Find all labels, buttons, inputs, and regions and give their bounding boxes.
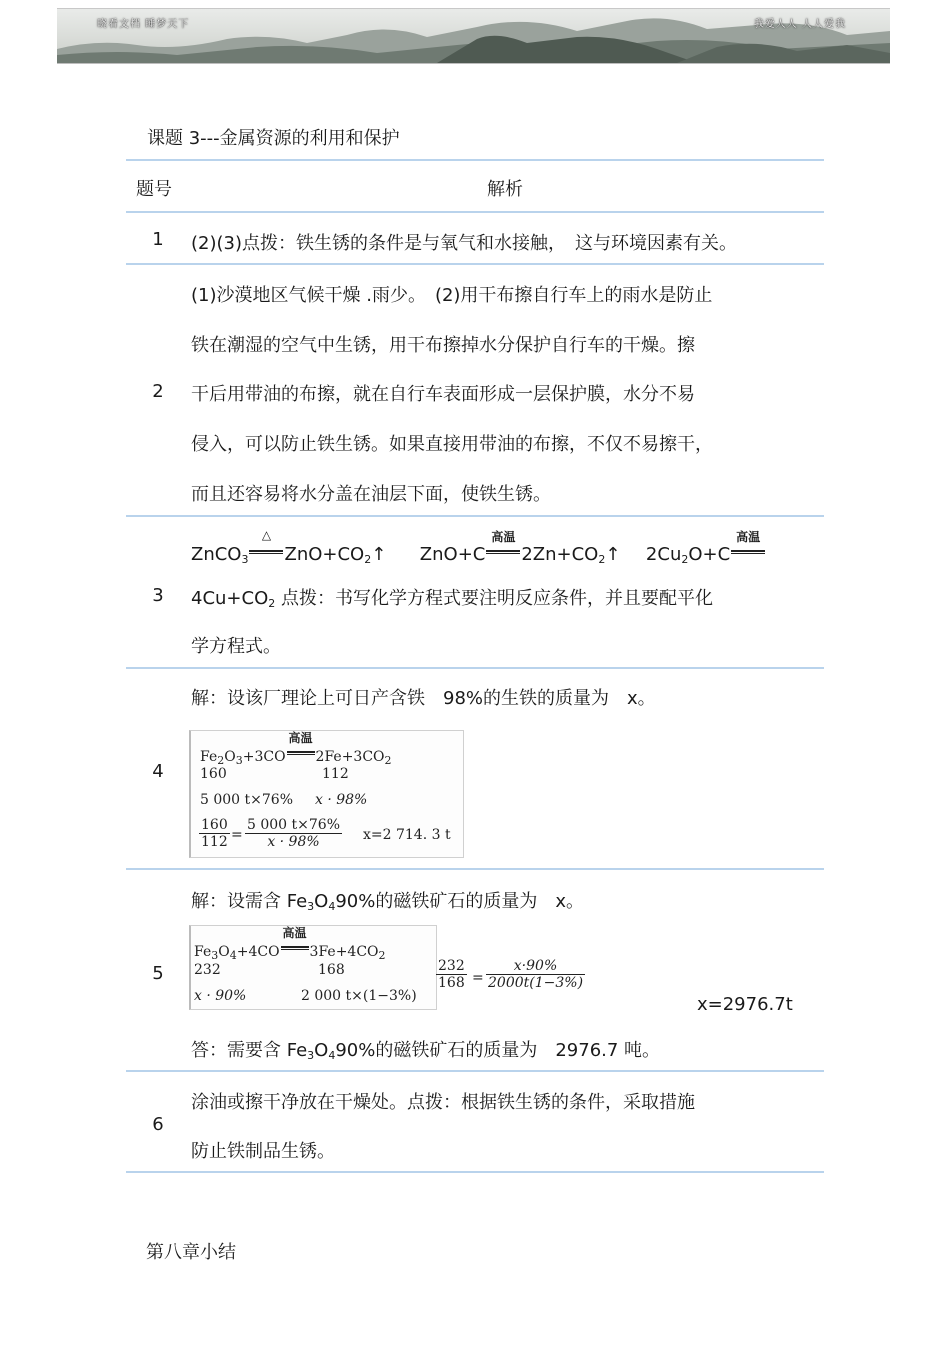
table-top-rule bbox=[126, 159, 824, 161]
mass-value: 168 bbox=[318, 962, 345, 978]
row-divider bbox=[126, 868, 824, 870]
header-banner bbox=[57, 8, 890, 64]
row-2-line: 侵入，可以防止铁生锈。如果直接用带油的布擦，不仅不易擦干， bbox=[191, 434, 713, 455]
row-5-equation-image bbox=[189, 925, 437, 1010]
formula: 4Cu+CO bbox=[191, 588, 269, 609]
equals-sign: = bbox=[231, 827, 243, 843]
row-2-line: 干后用带油的布擦，就在自行车表面形成一层保护膜，水分不易 bbox=[191, 384, 695, 405]
row-5-result: x=2976.7t bbox=[697, 994, 793, 1015]
row-2-line: 铁在潮湿的空气中生锈，用干布擦掉水分保护自行车的干燥。擦 bbox=[191, 335, 695, 356]
formula: ZnO+CO bbox=[284, 544, 365, 565]
mass-value: 232 bbox=[194, 962, 221, 978]
fraction: $\frac{x\cdot 90\%}{2000t(1-3\%)}$ bbox=[488, 958, 584, 991]
formula: 2Zn+CO bbox=[521, 544, 599, 565]
table-bottom-rule bbox=[126, 1171, 824, 1173]
subscript: 3 bbox=[241, 553, 249, 566]
subscript: 2 bbox=[268, 597, 276, 610]
high-temp-label: 高温 bbox=[491, 530, 516, 544]
subscript: 2 bbox=[681, 553, 689, 566]
row-number-2: 2 bbox=[152, 381, 164, 402]
row-4-intro: 解：设该厂理论上可日产含铁 98%的生铁的质量为 x。 bbox=[191, 688, 656, 709]
formula: O+C bbox=[688, 544, 731, 565]
fraction: $\frac{5 000 t\times 76\%}{x \cdot 98\%}$ bbox=[247, 817, 341, 850]
formula: ZnO+C bbox=[419, 544, 486, 565]
high-temp-label: 高温 bbox=[736, 530, 761, 544]
row-divider bbox=[126, 263, 824, 265]
mass-value: 112 bbox=[322, 766, 349, 782]
row-1-text: (2)(3)点拨：铁生锈的条件是与氧气和水接触， 这与环境因素有关。 bbox=[191, 233, 737, 254]
equation: $Fe_2O_3+3CO$ 高温 $2Fe+3CO_2$ bbox=[200, 731, 392, 767]
row-6-line: 防止铁制品生锈。 bbox=[191, 1141, 335, 1162]
gas-arrow: ↑ bbox=[605, 544, 621, 565]
delta-symbol: △ bbox=[261, 528, 272, 542]
quantity-value: x · 90% bbox=[194, 988, 247, 1004]
subscript: 2 bbox=[598, 553, 606, 566]
lesson-title: 课题 3---金属资源的利用和保护 bbox=[147, 128, 400, 149]
equals-sign: = bbox=[472, 970, 484, 986]
row-number-5: 5 bbox=[152, 963, 164, 984]
reaction-condition bbox=[485, 530, 521, 562]
reaction-condition bbox=[248, 528, 284, 562]
subscript: 2 bbox=[364, 553, 372, 566]
fraction: $\frac{160}{112}$ bbox=[201, 817, 228, 850]
row-number-3: 3 bbox=[152, 585, 164, 606]
quantity-value: 2 000 t×(1−3%) bbox=[301, 988, 417, 1004]
row-divider bbox=[126, 1070, 824, 1072]
formula: ZnCO bbox=[191, 544, 242, 565]
mass-value: 160 bbox=[200, 766, 227, 782]
banner-left-slogan: 晓看文档 睡梦天下 bbox=[97, 19, 190, 30]
quantity-value: 5 000 t×76% bbox=[200, 792, 294, 808]
reaction-condition: 高温 bbox=[280, 934, 310, 958]
reaction-condition bbox=[730, 530, 766, 562]
quantity-value: x · 98% bbox=[315, 792, 368, 808]
gas-arrow: ↑ bbox=[371, 544, 387, 565]
row-divider bbox=[126, 667, 824, 669]
table-header-rule bbox=[126, 211, 824, 213]
banner-right-slogan: 我爱人人 人人爱我 bbox=[753, 19, 846, 30]
row-5-proportion-image bbox=[436, 958, 601, 1008]
row-3-line-2 bbox=[191, 584, 713, 610]
row-5-intro: 解：设需含 $Fe_3O_490\%$的磁铁矿石的质量为 x。 bbox=[191, 891, 585, 913]
row-divider bbox=[126, 515, 824, 517]
tip-text: 点拨：书写化学方程式要注明反应条件，并且要配平化 bbox=[275, 588, 713, 609]
equation: $Fe_3O_4+4CO$ 高温 $3Fe+4CO_2$ bbox=[194, 926, 386, 962]
row-3-equations bbox=[191, 528, 766, 566]
row-number-1: 1 bbox=[152, 229, 164, 250]
formula: 2Cu bbox=[645, 544, 682, 565]
result: x=2 714. 3 t bbox=[363, 827, 451, 843]
row-2-line: 而且还容易将水分盖在油层下面，使铁生锈。 bbox=[191, 484, 551, 505]
row-3-line-3: 学方程式。 bbox=[191, 636, 281, 657]
row-number-4: 4 bbox=[152, 761, 164, 782]
reaction-condition: 高温 bbox=[286, 739, 316, 763]
row-2-line: (1)沙漠地区气候干燥 .雨少。 (2)用干布擦自行车上的雨水是防止 bbox=[191, 285, 713, 306]
header-analysis: 解析 bbox=[487, 179, 523, 200]
row-4-calculation-image bbox=[189, 730, 464, 858]
row-number-6: 6 bbox=[152, 1114, 164, 1135]
header-number: 题号 bbox=[136, 179, 172, 200]
section-title: 第八章小结 bbox=[146, 1242, 236, 1263]
row-6-line: 涂油或擦干净放在干燥处。点拨：根据铁生锈的条件，采取措施 bbox=[191, 1092, 695, 1113]
fraction: $\frac{232}{168}$ bbox=[438, 958, 465, 991]
row-5-answer: 答：需要含 $Fe_3O_490\%$的磁铁矿石的质量为 2976.7 吨。 bbox=[191, 1040, 661, 1062]
